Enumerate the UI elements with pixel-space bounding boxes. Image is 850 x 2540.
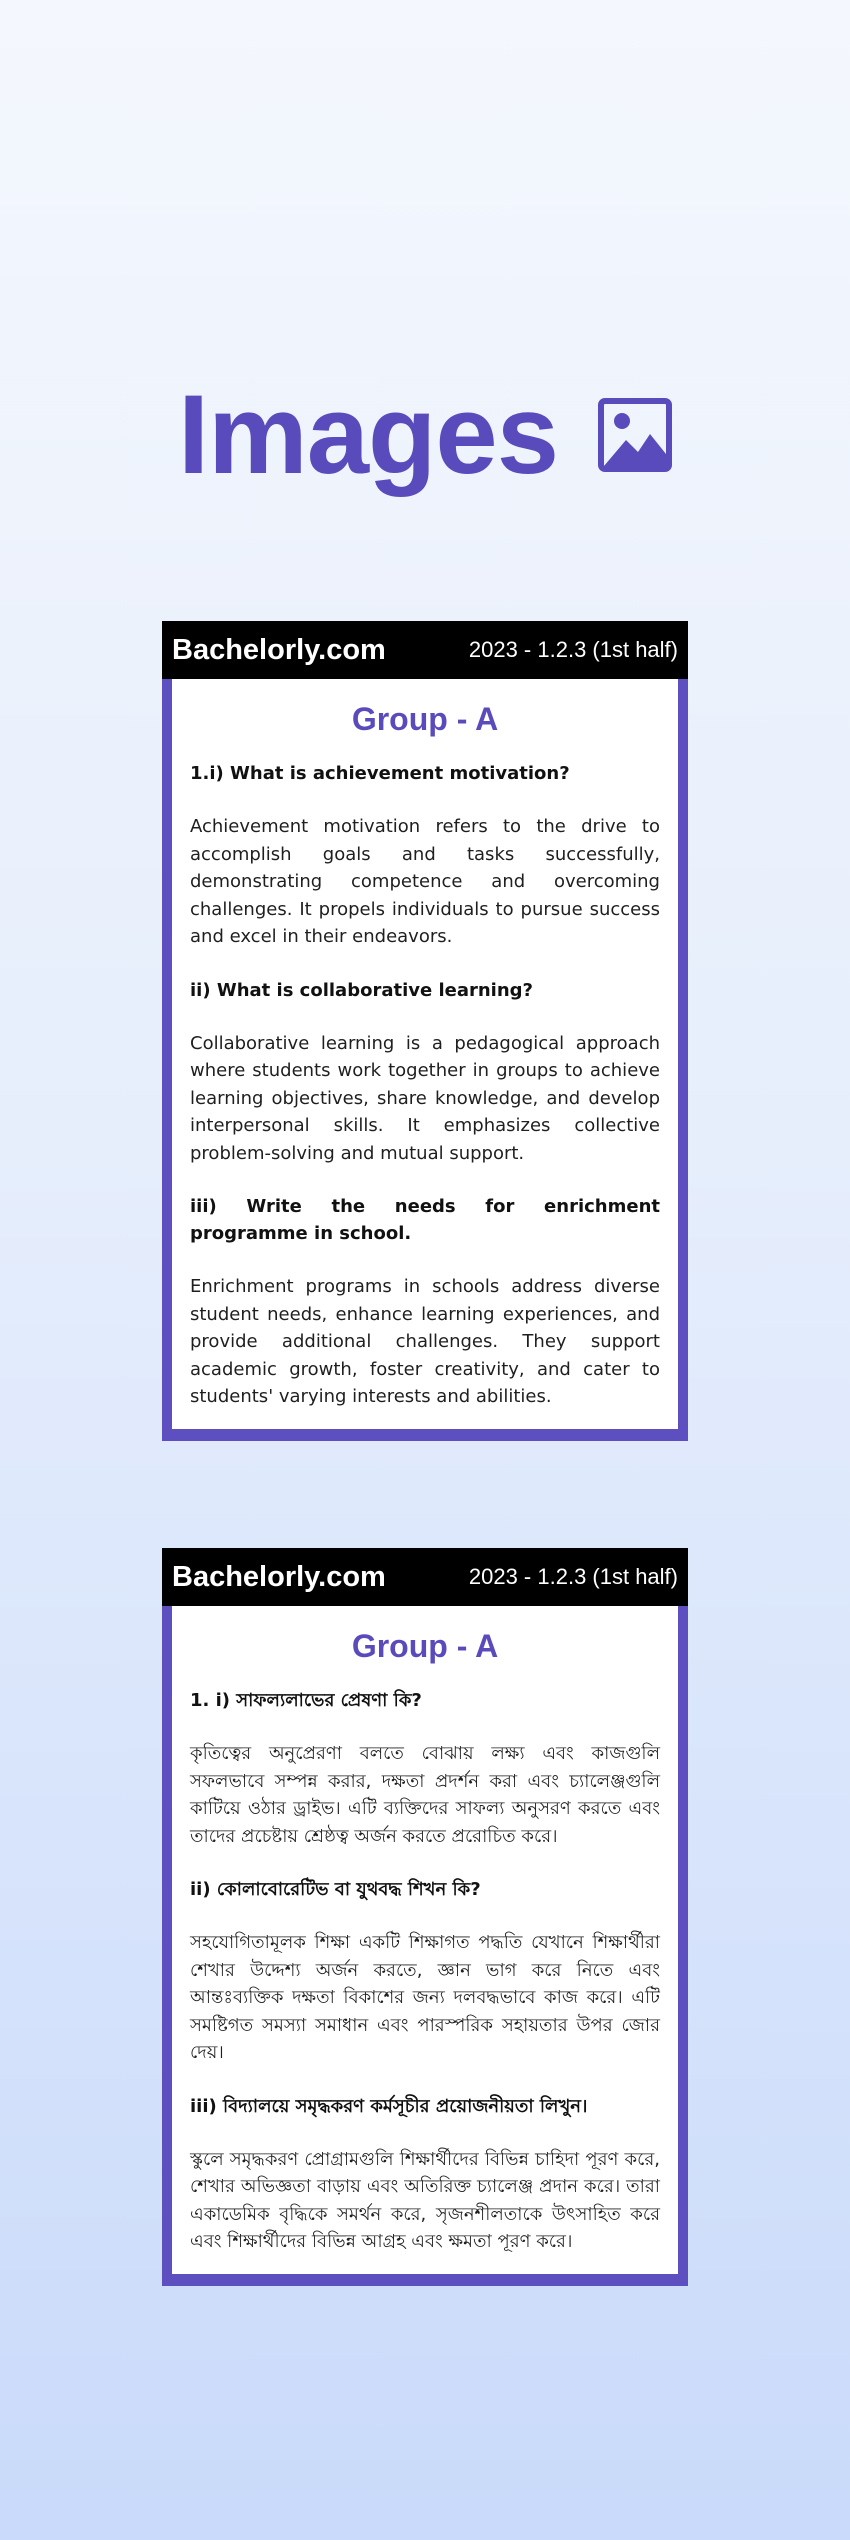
answer: স্কুলে সমৃদ্ধকরণ প্রোগ্রামগুলি শিক্ষার্থীদের বিভিন্ন চাহিদা পূরণ করে, শেখার অভিজ্ঞতা বাড়ায় এবং অতিরিক্ত চ্যালেঞ্জ প্রদান করে। তারা একাডেমিক বৃদ্ধিকে সমর্থন করে, সৃজনশীলতাকে উৎসাহিত করে এবং শিক্ষার্থীদের বিভিন্ন আগ্রহ এবং ক্ষমতা পূরণ করে। — [190, 2148, 660, 2252]
answer: Collaborative learning is a pedagogical approach where students work together in groups to achieve learning objectives, share knowledge, and develop interpersonal skills. It emphasizes collective problem-solving and mutual support. — [190, 1032, 660, 1164]
answer: কৃতিত্বের অনুপ্রেরণা বলতে বোঝায় লক্ষ্য এবং কাজগুলি সফলভাবে সম্পন্ন করার, দক্ষতা প্রদর্শন করা এবং চ্যালেঞ্জগুলি কাটিয়ে ওঠার ড্রাইভ। এটি ব্যক্তিদের সাফল্য অনুসরণ করতে এবং তাদের প্রচেষ্টায় শ্রেষ্ঠত্ব অর্জন করতে প্ররোচিত করে। — [190, 1743, 660, 1847]
card-body — [172, 679, 678, 1429]
card-header — [162, 1548, 688, 1606]
question: ii) কোলাবোরেটিভ বা যুথবদ্ধ শিখন কি? — [190, 1879, 481, 1900]
brand-name: Bachelorly.com — [172, 633, 386, 666]
question-card — [162, 1548, 688, 2286]
question: 1. i) সাফল্যলাভের প্রেষণা কি? — [190, 1690, 422, 1711]
card-header — [162, 621, 688, 679]
group-title: Group - A — [351, 701, 499, 737]
image-icon — [598, 398, 672, 472]
brand-name: Bachelorly.com — [172, 1560, 386, 1593]
page-title: Images — [178, 372, 558, 497]
question: ii) What is collaborative learning? — [190, 979, 533, 1001]
edition-label: 2023 - 1.2.3 (1st half) — [468, 1564, 678, 1589]
answer: Enrichment programs in schools address diverse student needs, enhance learning experiences, and provide additional challenges. They support academic growth, foster creativity, and cater to students' varying interests and abilities. — [190, 1276, 660, 1407]
answer: Achievement motivation refers to the drive to accomplish goals and tasks successfully, demonstrating competence and overcoming challenges. It propels individuals to pursue success and excel in their endeavors. — [190, 816, 660, 947]
question-card — [162, 621, 688, 1441]
question: iii) বিদ্যালয়ে সমৃদ্ধকরণ কর্মসূচীর প্রয়োজনীয়তা লিখুন। — [190, 2095, 588, 2117]
question: 1.i) What is achievement motivation? — [190, 763, 570, 784]
card-body — [172, 1606, 678, 2274]
hero — [0, 370, 850, 500]
edition-label: 2023 - 1.2.3 (1st half) — [468, 637, 678, 662]
answer: সহযোগিতামূলক শিক্ষা একটি শিক্ষাগত পদ্ধতি যেখানে শিক্ষার্থীরা শেখার উদ্দেশ্য অর্জন করতে, জ্ঞান ভাগ করে নিতে এবং আন্তঃব্যক্তিক দক্ষতা বিকাশের জন্য দলবদ্ধভাবে কাজ করে। এটি সমষ্টিগত সমস্যা সমাধান এবং পারস্পরিক সহায়তার উপর জোর দেয়। — [190, 1932, 660, 2063]
group-title: Group - A — [351, 1628, 499, 1664]
question: iii) Write the needs for enrichment programme in school. — [190, 1196, 660, 1244]
